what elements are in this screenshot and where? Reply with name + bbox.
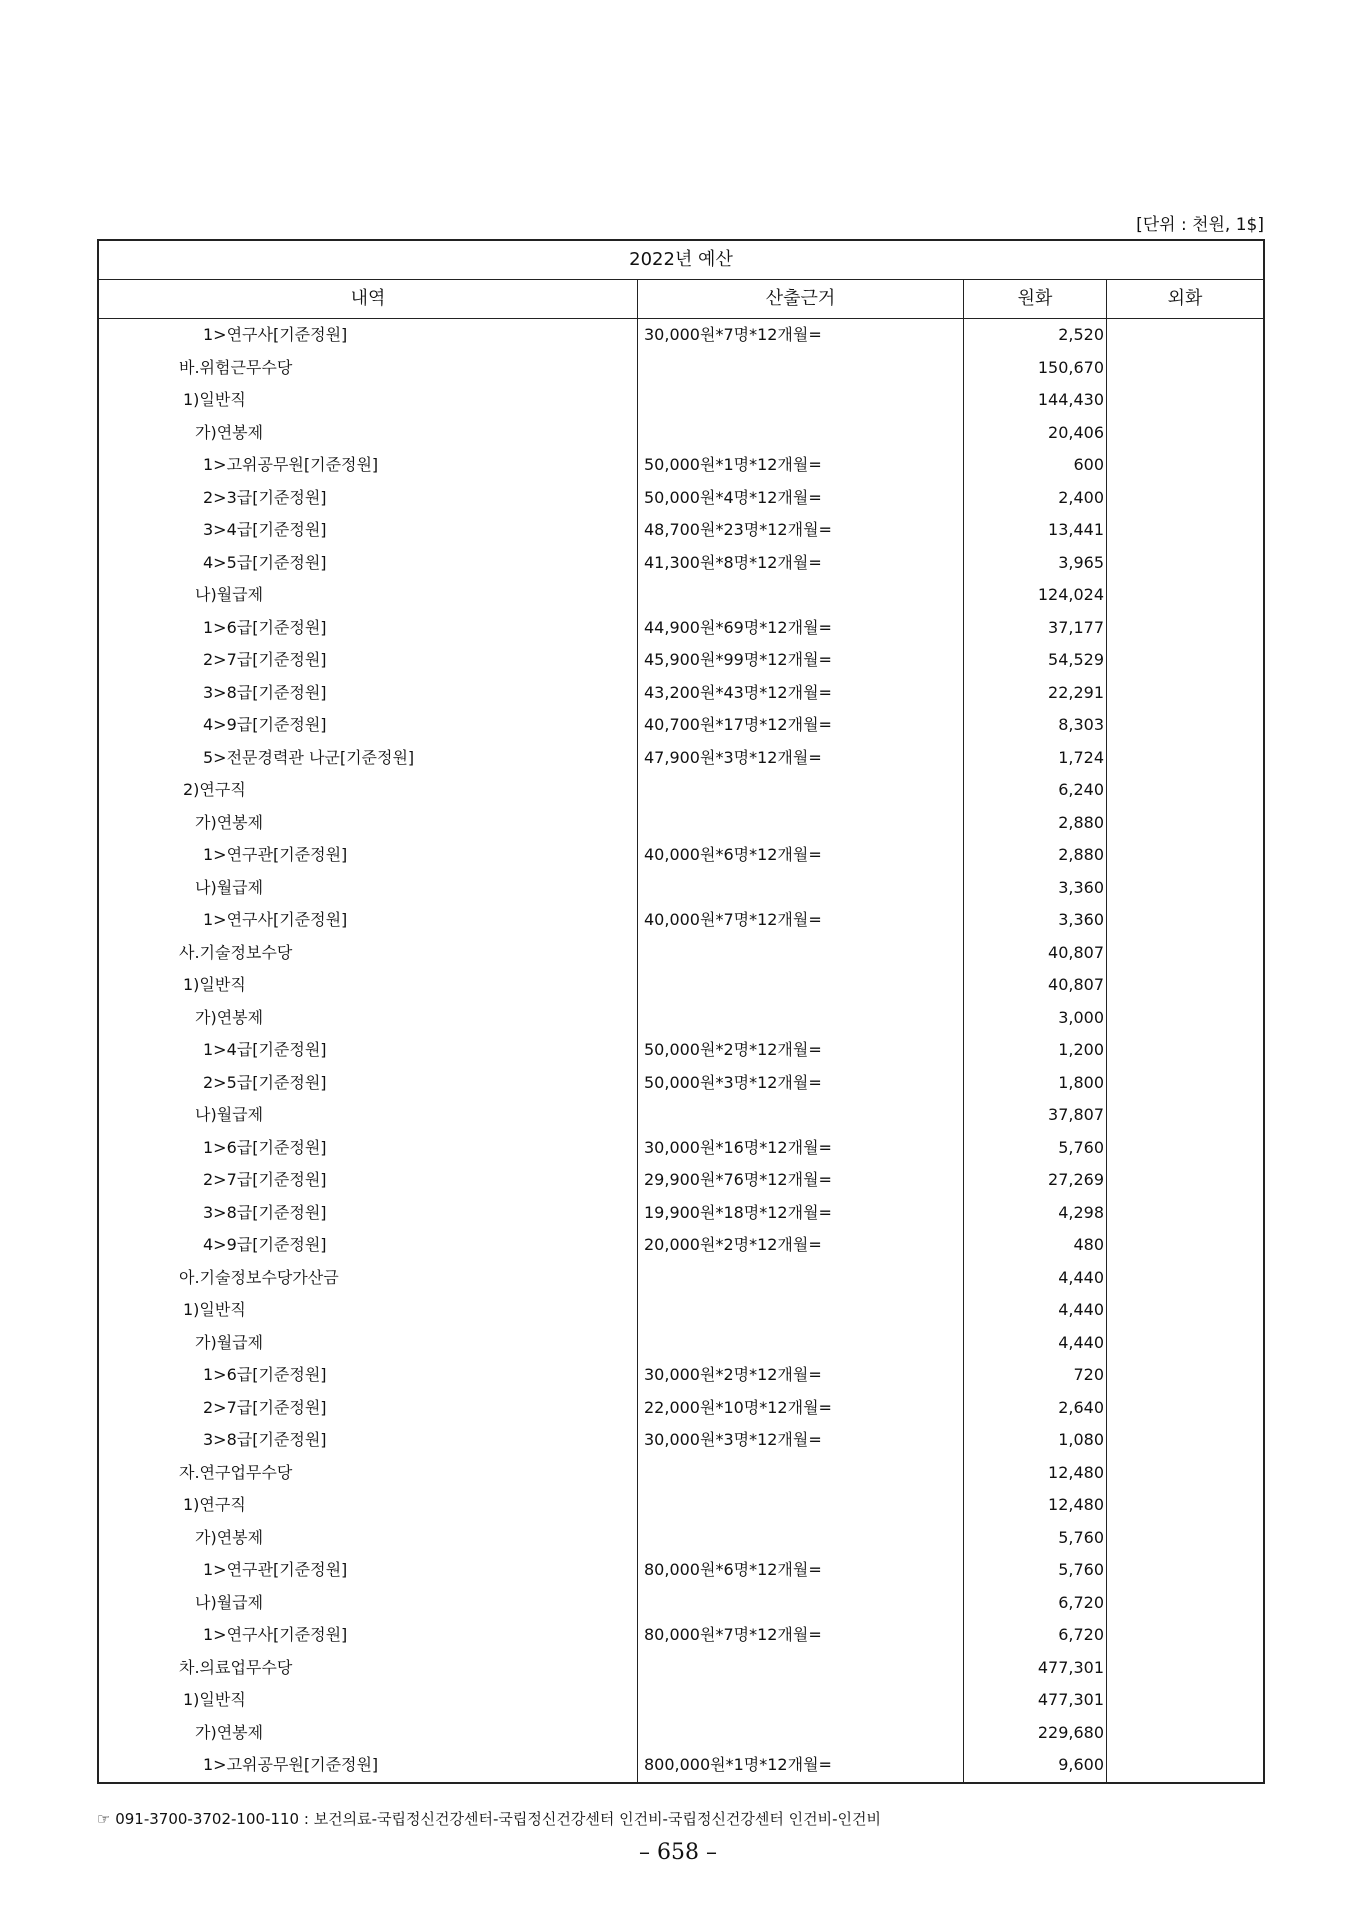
row-basis [637,774,963,807]
row-won: 20,406 [963,417,1106,450]
row-won: 144,430 [963,384,1106,417]
row-won: 12,480 [963,1457,1106,1490]
row-won: 40,807 [963,937,1106,970]
row-item: 사.기술정보수당 [179,942,293,962]
table-row [99,872,1263,905]
table-row [99,1554,1263,1587]
row-basis: 30,000원*7명*12개월= [637,319,963,352]
row-basis: 30,000원*2명*12개월= [637,1359,963,1392]
row-item: 2>5급[기준정원] [203,1072,327,1092]
row-foreign [1106,1522,1263,1555]
row-item: 가)연봉제 [195,1722,264,1742]
row-basis [637,1717,963,1750]
row-item: 1>6급[기준정원] [203,617,327,637]
row-foreign [1106,1229,1263,1262]
row-won: 4,440 [963,1327,1106,1360]
table-row [99,1327,1263,1360]
row-basis [637,1099,963,1132]
row-won: 4,440 [963,1294,1106,1327]
page-number: – 658 – [639,1840,717,1865]
header-basis: 산출근거 [637,280,963,318]
row-foreign [1106,1002,1263,1035]
row-basis [637,1002,963,1035]
row-basis: 45,900원*99명*12개월= [637,644,963,677]
table-row [99,969,1263,1002]
row-item: 1)일반직 [183,1690,246,1709]
row-basis [637,937,963,970]
table-row [99,612,1263,645]
row-basis: 41,300원*8명*12개월= [637,547,963,580]
row-foreign [1106,352,1263,385]
row-item: 가)연봉제 [195,812,264,832]
table-row [99,1749,1263,1782]
header-won: 원화 [963,280,1106,318]
table-row [99,1684,1263,1717]
row-won: 4,440 [963,1262,1106,1295]
row-foreign [1106,1619,1263,1652]
row-foreign [1106,1652,1263,1685]
row-basis [637,1489,963,1522]
row-item: 1>연구관[기준정원] [203,845,348,864]
table-row [99,319,1263,352]
row-won: 27,269 [963,1164,1106,1197]
row-item: 차.의료업무수당 [179,1657,293,1677]
row-basis: 22,000원*10명*12개월= [637,1392,963,1425]
row-item: 2>7급[기준정원] [203,1397,327,1417]
row-won: 720 [963,1359,1106,1392]
table-row [99,1099,1263,1132]
row-won: 22,291 [963,677,1106,710]
row-item: 가)연봉제 [195,1007,264,1027]
table-row [99,937,1263,970]
row-basis: 43,200원*43명*12개월= [637,677,963,710]
unit-label: [단위 : 천원, 1$] [1136,215,1264,235]
row-item: 가)연봉제 [195,422,264,442]
row-won: 1,724 [963,742,1106,775]
table-row [99,1587,1263,1620]
row-foreign [1106,1327,1263,1360]
row-item: 3>4급[기준정원] [203,520,327,539]
header-foreign: 외화 [1106,280,1263,318]
footer-note: ☞ 091-3700-3702-100-110 : 보건의료-국립정신건강센터-국립정신건강센터 인건비-국립정신건강센터 인건비-인건비 [97,1810,882,1828]
row-foreign [1106,1457,1263,1490]
row-basis: 29,900원*76명*12개월= [637,1164,963,1197]
row-basis: 19,900원*18명*12개월= [637,1197,963,1230]
row-basis: 50,000원*4명*12개월= [637,482,963,515]
row-foreign [1106,839,1263,872]
row-won: 2,880 [963,839,1106,872]
row-basis: 40,000원*7명*12개월= [637,904,963,937]
table-row [99,774,1263,807]
row-won: 150,670 [963,352,1106,385]
row-basis [637,1684,963,1717]
row-foreign [1106,742,1263,775]
row-won: 600 [963,449,1106,482]
row-foreign [1106,1034,1263,1067]
row-foreign [1106,319,1263,352]
row-item: 4>9급[기준정원] [203,1235,327,1254]
table-title: 2022년 예산 [99,241,1263,280]
row-won: 480 [963,1229,1106,1262]
row-won: 5,760 [963,1132,1106,1165]
table-row [99,417,1263,450]
row-basis [637,1587,963,1620]
table-row [99,1229,1263,1262]
row-basis: 50,000원*2명*12개월= [637,1034,963,1067]
row-basis: 80,000원*7명*12개월= [637,1619,963,1652]
table-row [99,1392,1263,1425]
row-won: 2,400 [963,482,1106,515]
row-item: 2>3급[기준정원] [203,487,327,507]
table-row [99,677,1263,710]
row-won: 3,000 [963,1002,1106,1035]
row-won: 2,520 [963,319,1106,352]
row-foreign [1106,807,1263,840]
row-won: 477,301 [963,1684,1106,1717]
table-row [99,1262,1263,1295]
row-won: 124,024 [963,579,1106,612]
row-basis [637,1522,963,1555]
row-foreign [1106,644,1263,677]
row-won: 6,240 [963,774,1106,807]
row-basis [637,872,963,905]
row-foreign [1106,1392,1263,1425]
row-item: 2>7급[기준정원] [203,650,327,669]
row-item: 나)월급제 [195,1105,264,1124]
row-won: 40,807 [963,969,1106,1002]
row-won: 13,441 [963,514,1106,547]
row-item: 3>8급[기준정원] [203,682,327,702]
row-foreign [1106,1197,1263,1230]
row-won: 3,360 [963,872,1106,905]
row-foreign [1106,1067,1263,1100]
row-won: 5,760 [963,1522,1106,1555]
row-basis [637,1652,963,1685]
row-foreign [1106,1749,1263,1782]
table-row [99,579,1263,612]
row-item: 1)일반직 [183,390,246,409]
row-basis: 44,900원*69명*12개월= [637,612,963,645]
row-item: 1>연구사[기준정원] [203,910,348,929]
row-won: 12,480 [963,1489,1106,1522]
row-item: 1)일반직 [183,975,246,994]
row-foreign [1106,1684,1263,1717]
row-basis [637,1262,963,1295]
row-won: 54,529 [963,644,1106,677]
row-item: 1>연구관[기준정원] [203,1560,348,1579]
row-item: 1)일반직 [183,1300,246,1319]
row-item: 5>전문경력관 나군[기준정원] [203,747,415,767]
row-item: 1>연구사[기준정원] [203,325,348,344]
table-row [99,482,1263,515]
table-body [99,319,1263,1782]
row-foreign [1106,1099,1263,1132]
table-row [99,1717,1263,1750]
row-item: 1)연구직 [183,1495,246,1514]
row-won: 5,760 [963,1554,1106,1587]
row-foreign [1106,1164,1263,1197]
row-foreign [1106,677,1263,710]
row-foreign [1106,384,1263,417]
table-row [99,1034,1263,1067]
row-item: 1>연구사[기준정원] [203,1625,348,1644]
row-basis: 800,000원*1명*12개월= [637,1749,963,1782]
row-item: 4>5급[기준정원] [203,552,327,572]
row-foreign [1106,1359,1263,1392]
row-item: 2)연구직 [183,780,246,799]
table-row [99,449,1263,482]
row-basis [637,1294,963,1327]
table-row [99,1522,1263,1555]
row-basis [637,969,963,1002]
table-row [99,1424,1263,1457]
row-basis: 50,000원*1명*12개월= [637,449,963,482]
row-won: 37,177 [963,612,1106,645]
table-row [99,1067,1263,1100]
row-item: 가)월급제 [195,1332,264,1352]
row-won: 8,303 [963,709,1106,742]
row-item: 1>6급[기준정원] [203,1365,327,1384]
row-foreign [1106,579,1263,612]
table-row [99,1197,1263,1230]
row-foreign [1106,969,1263,1002]
table-row [99,514,1263,547]
row-foreign [1106,1717,1263,1750]
table-row [99,1489,1263,1522]
row-basis [637,352,963,385]
table-row [99,742,1263,775]
row-won: 2,880 [963,807,1106,840]
row-item: 나)월급제 [195,1592,264,1612]
row-basis [637,807,963,840]
row-item: 1>4급[기준정원] [203,1040,327,1059]
row-foreign [1106,937,1263,970]
row-basis: 30,000원*3명*12개월= [637,1424,963,1457]
row-won: 9,600 [963,1749,1106,1782]
table-row [99,352,1263,385]
row-won: 4,298 [963,1197,1106,1230]
table-row [99,1619,1263,1652]
row-foreign [1106,612,1263,645]
row-basis [637,1457,963,1490]
row-item: 자.연구업무수당 [179,1462,293,1482]
row-item: 3>8급[기준정원] [203,1202,327,1222]
table-row [99,384,1263,417]
row-item: 1>6급[기준정원] [203,1137,327,1157]
row-won: 477,301 [963,1652,1106,1685]
table-header [99,280,1263,319]
row-foreign [1106,1294,1263,1327]
row-foreign [1106,1262,1263,1295]
row-basis: 20,000원*2명*12개월= [637,1229,963,1262]
table-row [99,1002,1263,1035]
row-basis [637,417,963,450]
row-basis: 50,000원*3명*12개월= [637,1067,963,1100]
row-basis: 48,700원*23명*12개월= [637,514,963,547]
row-won: 229,680 [963,1717,1106,1750]
row-item: 3>8급[기준정원] [203,1430,327,1449]
header-item: 내역 [350,288,386,309]
table-row [99,839,1263,872]
row-basis: 40,000원*6명*12개월= [637,839,963,872]
row-basis: 40,700원*17명*12개월= [637,709,963,742]
row-won: 6,720 [963,1619,1106,1652]
row-item: 1>고위공무원[기준정원] [203,455,379,474]
row-item: 나)월급제 [195,585,264,604]
row-won: 1,800 [963,1067,1106,1100]
row-foreign [1106,482,1263,515]
table-row [99,1359,1263,1392]
row-foreign [1106,1554,1263,1587]
row-foreign [1106,449,1263,482]
row-basis: 47,900원*3명*12개월= [637,742,963,775]
row-won: 3,965 [963,547,1106,580]
table-row [99,1294,1263,1327]
row-basis: 30,000원*16명*12개월= [637,1132,963,1165]
row-foreign [1106,904,1263,937]
row-basis [637,384,963,417]
row-item: 바.위험근무수당 [179,357,293,377]
row-foreign [1106,1489,1263,1522]
table-row [99,1457,1263,1490]
row-foreign [1106,547,1263,580]
row-foreign [1106,774,1263,807]
row-item: 4>9급[기준정원] [203,715,327,734]
row-won: 3,360 [963,904,1106,937]
row-won: 2,640 [963,1392,1106,1425]
row-foreign [1106,514,1263,547]
row-won: 1,200 [963,1034,1106,1067]
row-foreign [1106,709,1263,742]
table-row [99,547,1263,580]
table-row [99,904,1263,937]
row-foreign [1106,417,1263,450]
table-row [99,644,1263,677]
table-row [99,1132,1263,1165]
row-won: 37,807 [963,1099,1106,1132]
table-row [99,807,1263,840]
row-item: 2>7급[기준정원] [203,1170,327,1189]
row-won: 6,720 [963,1587,1106,1620]
budget-table [97,239,1265,1784]
row-basis [637,1327,963,1360]
row-foreign [1106,1132,1263,1165]
row-won: 1,080 [963,1424,1106,1457]
row-basis: 80,000원*6명*12개월= [637,1554,963,1587]
row-item: 가)연봉제 [195,1527,264,1547]
row-foreign [1106,872,1263,905]
row-item: 나)월급제 [195,877,264,897]
table-row [99,1652,1263,1685]
row-foreign [1106,1424,1263,1457]
table-row [99,1164,1263,1197]
row-basis [637,579,963,612]
row-item: 1>고위공무원[기준정원] [203,1755,379,1774]
row-foreign [1106,1587,1263,1620]
row-item: 아.기술정보수당가산금 [179,1267,339,1287]
table-row [99,709,1263,742]
